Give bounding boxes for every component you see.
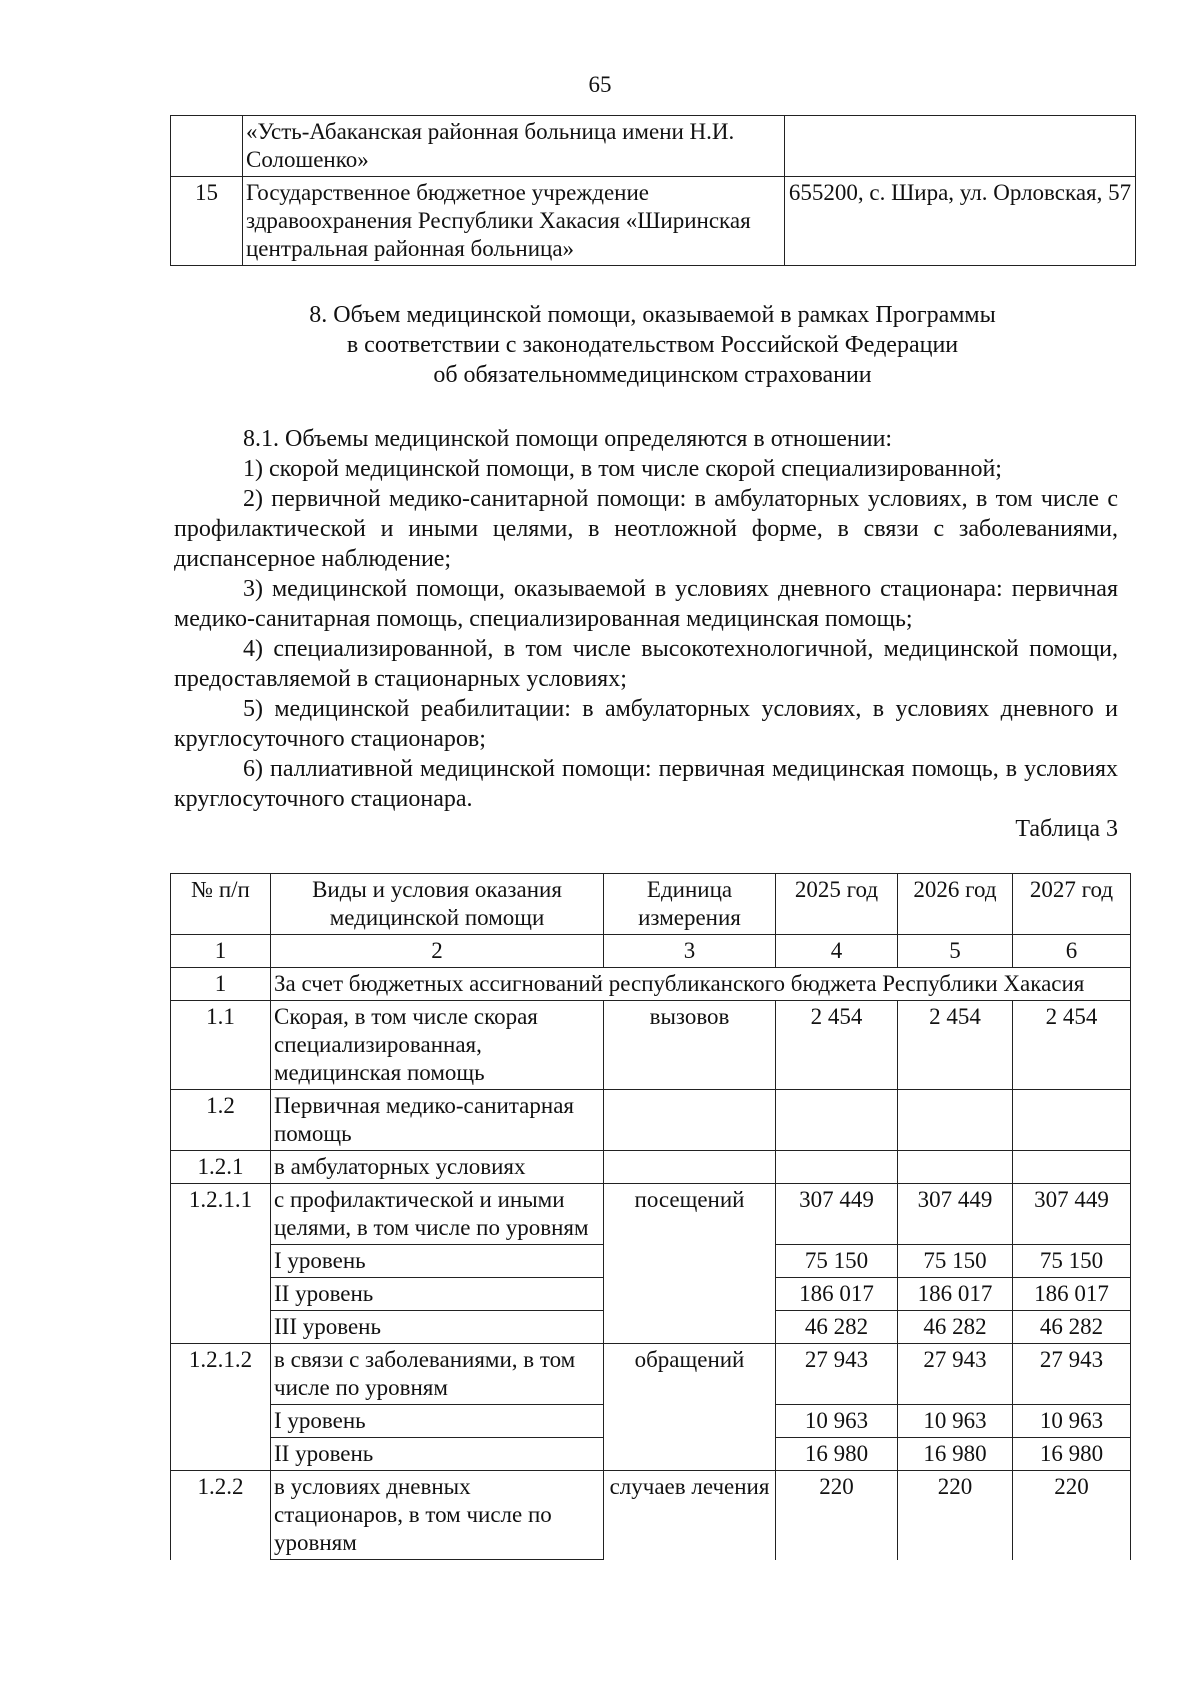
- value-2025: 186 017: [776, 1278, 898, 1311]
- value-2027: 46 282: [1013, 1311, 1131, 1344]
- row-number: 1.1: [171, 1001, 271, 1090]
- value-2026: 186 017: [898, 1278, 1013, 1311]
- care-level: II уровень: [271, 1438, 604, 1471]
- value-2025: 2 454: [776, 1001, 898, 1090]
- value-2027: 2 454: [1013, 1001, 1131, 1090]
- institution-address: 655200, с. Шира, ул. Орловская, 57: [785, 177, 1136, 266]
- care-level: II уровень: [271, 1278, 604, 1311]
- column-number: 2: [271, 935, 604, 968]
- value-2025: [776, 1151, 898, 1184]
- value-2025: 10 963: [776, 1405, 898, 1438]
- value-2027: 27 943: [1013, 1344, 1131, 1405]
- unit: случаев лечения: [604, 1471, 776, 1560]
- header-cell: 2025 год: [776, 874, 898, 935]
- unit: посещений: [604, 1184, 776, 1344]
- paragraph: 8.1. Объемы медицинской помощи определяются в отношении:: [243, 426, 893, 452]
- care-level: I уровень: [271, 1245, 604, 1278]
- column-number: 5: [898, 935, 1013, 968]
- value-2025: 16 980: [776, 1438, 898, 1471]
- header-cell: 2026 год: [898, 874, 1013, 935]
- value-2026: 46 282: [898, 1311, 1013, 1344]
- row-number: [171, 116, 243, 177]
- row-number: 1.2.2: [171, 1471, 271, 1560]
- row-number: 1.2.1.1: [171, 1184, 271, 1344]
- value-2026: [898, 1090, 1013, 1151]
- unit: [604, 1151, 776, 1184]
- paragraph: 2) первичной медико-санитарной помощи: в амбулаторных условиях, в том числе с профилактической и иными целями, в неотложной форме, в связи с заболеваниями, диспансерное наблюдение;: [174, 486, 1118, 572]
- care-type: Первичная медико-санитарная помощь: [271, 1090, 604, 1151]
- care-level: III уровень: [271, 1311, 604, 1344]
- group-row: [171, 968, 1131, 1001]
- value-2027: 186 017: [1013, 1278, 1131, 1311]
- value-2025: 27 943: [776, 1344, 898, 1405]
- column-number: 1: [171, 935, 271, 968]
- care-type: с профилактической и иными целями, в том числе по уровням: [271, 1184, 604, 1245]
- section-title-line: в соответствии с законодательством Российской Федерации: [346, 332, 959, 358]
- value-2025: 307 449: [776, 1184, 898, 1245]
- value-2027: [1013, 1151, 1131, 1184]
- value-2026: 27 943: [898, 1344, 1013, 1405]
- institution-name: Государственное бюджетное учреждение здравоохранения Республики Хакасия «Ширинская центральная районная больница»: [243, 177, 785, 266]
- value-2025: 220: [776, 1471, 898, 1560]
- care-type: Скорая, в том числе скорая специализированная, медицинская помощь: [271, 1001, 604, 1090]
- header-cell: Единица измерения: [604, 874, 776, 935]
- row-number: 1.2: [171, 1090, 271, 1151]
- column-number: 3: [604, 935, 776, 968]
- table-row: [171, 1471, 1131, 1560]
- care-type: в связи с заболеваниями, в том числе по уровням: [271, 1344, 604, 1405]
- value-2026: [898, 1151, 1013, 1184]
- header-row: [171, 874, 1131, 935]
- table-row: [171, 116, 1136, 177]
- value-2027: 307 449: [1013, 1184, 1131, 1245]
- institution-name: «Усть-Абаканская районная больница имени Н.И. Солошенко»: [243, 116, 785, 177]
- value-2027: 75 150: [1013, 1245, 1131, 1278]
- table-row: [171, 177, 1136, 266]
- table-row: [171, 1001, 1131, 1090]
- row-number: 1.2.1.2: [171, 1344, 271, 1471]
- medical-care-volume-table: [170, 873, 1131, 1560]
- value-2026: 307 449: [898, 1184, 1013, 1245]
- table-caption: Таблица 3: [1015, 816, 1118, 842]
- unit: обращений: [604, 1344, 776, 1471]
- row-number: 1: [171, 968, 271, 1001]
- column-number-row: [171, 935, 1131, 968]
- value-2026: 2 454: [898, 1001, 1013, 1090]
- value-2027: 220: [1013, 1471, 1131, 1560]
- header-cell: 2027 год: [1013, 874, 1131, 935]
- value-2027: 10 963: [1013, 1405, 1131, 1438]
- paragraph: 3) медицинской помощи, оказываемой в условиях дневного стационара: первичная медико-санитарная помощь, специализированная медицинская помощь;: [174, 576, 1118, 632]
- table-row: [171, 1344, 1131, 1405]
- column-number: 6: [1013, 935, 1131, 968]
- unit: [604, 1090, 776, 1151]
- group-label: За счет бюджетных ассигнований республиканского бюджета Республики Хакасия: [271, 968, 1131, 1001]
- value-2025: 46 282: [776, 1311, 898, 1344]
- value-2026: 16 980: [898, 1438, 1013, 1471]
- section-title: [170, 300, 1135, 390]
- value-2027: [1013, 1090, 1131, 1151]
- row-number: 15: [171, 177, 243, 266]
- header-cell: № п/п: [171, 874, 271, 935]
- section-title-line: 8. Объем медицинской помощи, оказываемой в рамках Программы: [309, 302, 996, 328]
- care-type: в условиях дневных стационаров, в том числе по уровням: [271, 1471, 604, 1560]
- institution-address: [785, 116, 1136, 177]
- table-row: [171, 1090, 1131, 1151]
- table-row: [171, 1184, 1131, 1245]
- column-number: 4: [776, 935, 898, 968]
- value-2027: 16 980: [1013, 1438, 1131, 1471]
- institutions-table: [170, 115, 1136, 266]
- care-level: I уровень: [271, 1405, 604, 1438]
- table-row: [171, 1151, 1131, 1184]
- header-cell: Виды и условия оказания медицинской помощи: [271, 874, 604, 935]
- paragraph: 6) паллиативной медицинской помощи: первичная медицинская помощь, в условиях круглосуточного стационара.: [174, 756, 1118, 812]
- value-2025: [776, 1090, 898, 1151]
- row-number: 1.2.1: [171, 1151, 271, 1184]
- section-title-line: об обязательноммедицинском страховании: [433, 362, 872, 388]
- value-2025: 75 150: [776, 1245, 898, 1278]
- paragraph: 1) скорой медицинской помощи, в том числе скорой специализированной;: [243, 456, 1002, 482]
- value-2026: 220: [898, 1471, 1013, 1560]
- care-type: в амбулаторных условиях: [271, 1151, 604, 1184]
- paragraph: 5) медицинской реабилитации: в амбулаторных условиях, в условиях дневного и круглосуточного стационаров;: [174, 696, 1118, 752]
- value-2026: 75 150: [898, 1245, 1013, 1278]
- page-number: 65: [588, 72, 612, 97]
- section-body: [174, 424, 1118, 814]
- paragraph: 4) специализированной, в том числе высокотехнологичной, медицинской помощи, предоставляемой в стационарных условиях;: [174, 636, 1118, 692]
- value-2026: 10 963: [898, 1405, 1013, 1438]
- unit: вызовов: [604, 1001, 776, 1090]
